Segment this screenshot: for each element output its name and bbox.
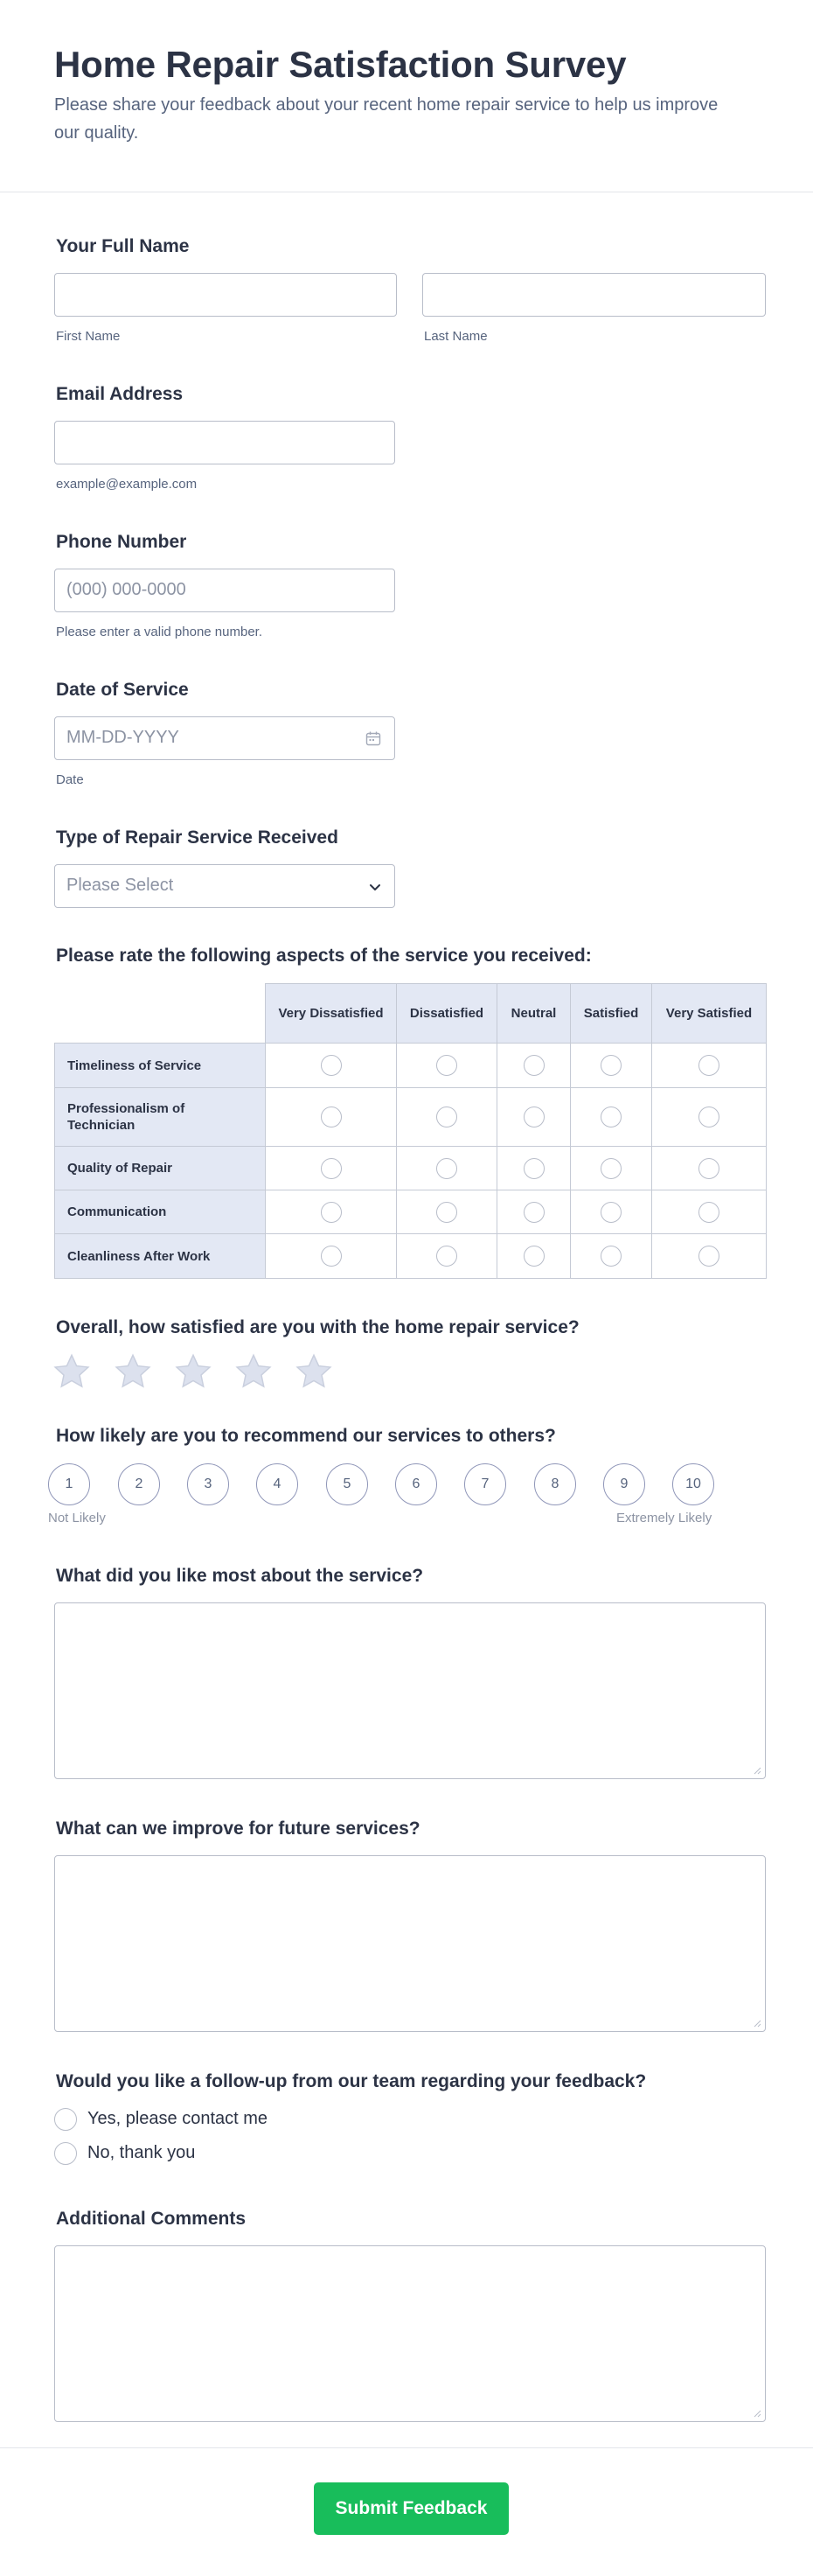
matrix-radio[interactable] <box>601 1055 622 1076</box>
submit-button[interactable]: Submit Feedback <box>314 2482 509 2535</box>
scale-option-6[interactable]: 6 <box>395 1463 437 1505</box>
date-sublabel: Date <box>56 772 84 787</box>
phone-placeholder: (000) 000-0000 <box>66 580 186 599</box>
matrix-row-header: Professionalism of Technician <box>55 1088 266 1147</box>
scale-option-2[interactable]: 2 <box>118 1463 160 1505</box>
resize-handle-icon[interactable] <box>753 2019 761 2028</box>
matrix-col-header: Satisfied <box>571 984 652 1044</box>
matrix-radio[interactable] <box>321 1055 342 1076</box>
matrix-radio[interactable] <box>698 1106 719 1127</box>
matrix-radio[interactable] <box>321 1158 342 1179</box>
improve-textarea[interactable] <box>54 1855 766 2032</box>
matrix-radio[interactable] <box>698 1202 719 1223</box>
matrix-label: Please rate the following aspects of the service you received: <box>56 946 592 966</box>
first-name-input[interactable] <box>54 273 397 317</box>
first-name-sublabel: First Name <box>56 329 121 344</box>
matrix-col-header: Neutral <box>497 984 571 1044</box>
overall-label: Overall, how satisfied are you with the home repair service? <box>56 1317 580 1337</box>
resize-handle-icon[interactable] <box>753 2409 761 2418</box>
matrix-corner <box>55 984 266 1044</box>
matrix-radio[interactable] <box>601 1202 622 1223</box>
followup-no-radio[interactable] <box>54 2142 77 2165</box>
matrix-col-header: Very Satisfied <box>652 984 767 1044</box>
matrix-radio[interactable] <box>436 1106 457 1127</box>
scale-option-10[interactable]: 10 <box>672 1463 714 1505</box>
liked-label: What did you like most about the service? <box>56 1566 424 1586</box>
followup-no-label[interactable]: No, thank you <box>87 2143 196 2162</box>
scale-option-5[interactable]: 5 <box>326 1463 368 1505</box>
service-type-select[interactable] <box>54 864 395 908</box>
scale-option-7[interactable]: 7 <box>464 1463 506 1505</box>
followup-label: Would you like a follow-up from our team regarding your feedback? <box>56 2071 647 2091</box>
email-input[interactable] <box>54 421 395 464</box>
matrix-radio[interactable] <box>436 1246 457 1267</box>
matrix-radio[interactable] <box>601 1246 622 1267</box>
matrix-radio[interactable] <box>524 1246 545 1267</box>
page-title: Home Repair Satisfaction Survey <box>54 44 627 85</box>
matrix-col-header: Dissatisfied <box>397 984 497 1044</box>
last-name-sublabel: Last Name <box>424 329 488 344</box>
scale-option-9[interactable]: 9 <box>603 1463 645 1505</box>
comments-label: Additional Comments <box>56 2209 247 2229</box>
date-input[interactable] <box>54 716 395 760</box>
last-name-input[interactable] <box>422 273 766 317</box>
matrix-radio[interactable] <box>601 1106 622 1127</box>
matrix-radio[interactable] <box>321 1106 342 1127</box>
date-label: Date of Service <box>56 680 189 700</box>
matrix-radio[interactable] <box>321 1246 342 1267</box>
improve-label: What can we improve for future services? <box>56 1819 420 1839</box>
matrix-radio[interactable] <box>601 1158 622 1179</box>
scale-option-3[interactable]: 3 <box>187 1463 229 1505</box>
scale-min-label: Not Likely <box>48 1511 106 1525</box>
matrix-radio[interactable] <box>436 1202 457 1223</box>
followup-yes-radio[interactable] <box>54 2108 77 2131</box>
rating-matrix <box>54 983 767 1279</box>
matrix-row-header: Communication <box>55 1190 266 1234</box>
resize-handle-icon[interactable] <box>753 1766 761 1775</box>
date-placeholder: MM-DD-YYYY <box>66 728 179 747</box>
matrix-radio[interactable] <box>698 1246 719 1267</box>
matrix-radio[interactable] <box>524 1202 545 1223</box>
service-type-label: Type of Repair Service Received <box>56 827 338 848</box>
star-icon[interactable] <box>295 1352 333 1391</box>
matrix-radio[interactable] <box>436 1158 457 1179</box>
matrix-col-header: Very Dissatisfied <box>266 984 397 1044</box>
matrix-radio[interactable] <box>698 1158 719 1179</box>
matrix-radio[interactable] <box>698 1055 719 1076</box>
scale-option-4[interactable]: 4 <box>256 1463 298 1505</box>
email-label: Email Address <box>56 384 184 404</box>
matrix-radio[interactable] <box>436 1055 457 1076</box>
matrix-radio[interactable] <box>524 1158 545 1179</box>
liked-textarea[interactable] <box>54 1602 766 1779</box>
full-name-label: Your Full Name <box>56 236 190 256</box>
scale-option-1[interactable]: 1 <box>48 1463 90 1505</box>
matrix-row-header: Cleanliness After Work <box>55 1234 266 1279</box>
matrix-radio[interactable] <box>524 1106 545 1127</box>
matrix-row-header: Quality of Repair <box>55 1147 266 1190</box>
matrix-radio[interactable] <box>321 1202 342 1223</box>
star-icon[interactable] <box>174 1352 212 1391</box>
matrix-radio[interactable] <box>524 1055 545 1076</box>
phone-input[interactable] <box>54 569 395 612</box>
scale-option-8[interactable]: 8 <box>534 1463 576 1505</box>
matrix-row-header: Timeliness of Service <box>55 1044 266 1088</box>
star-icon[interactable] <box>114 1352 152 1391</box>
comments-textarea[interactable] <box>54 2245 766 2422</box>
calendar-icon[interactable] <box>365 730 382 748</box>
page-subtitle: Please share your feedback about your recent home repair service to help us improve our quality. <box>54 95 719 143</box>
phone-label: Phone Number <box>56 532 187 552</box>
footer-divider <box>0 2447 813 2448</box>
star-icon[interactable] <box>234 1352 273 1391</box>
followup-yes-label[interactable]: Yes, please contact me <box>87 2109 268 2128</box>
chevron-down-icon <box>368 880 382 894</box>
service-type-placeholder: Please Select <box>66 876 174 895</box>
phone-sublabel: Please enter a valid phone number. <box>56 625 262 639</box>
recommend-label: How likely are you to recommend our services to others? <box>56 1426 556 1446</box>
star-icon[interactable] <box>52 1352 91 1391</box>
scale-max-label: Extremely Likely <box>616 1511 712 1525</box>
email-sublabel: example@example.com <box>56 477 198 492</box>
